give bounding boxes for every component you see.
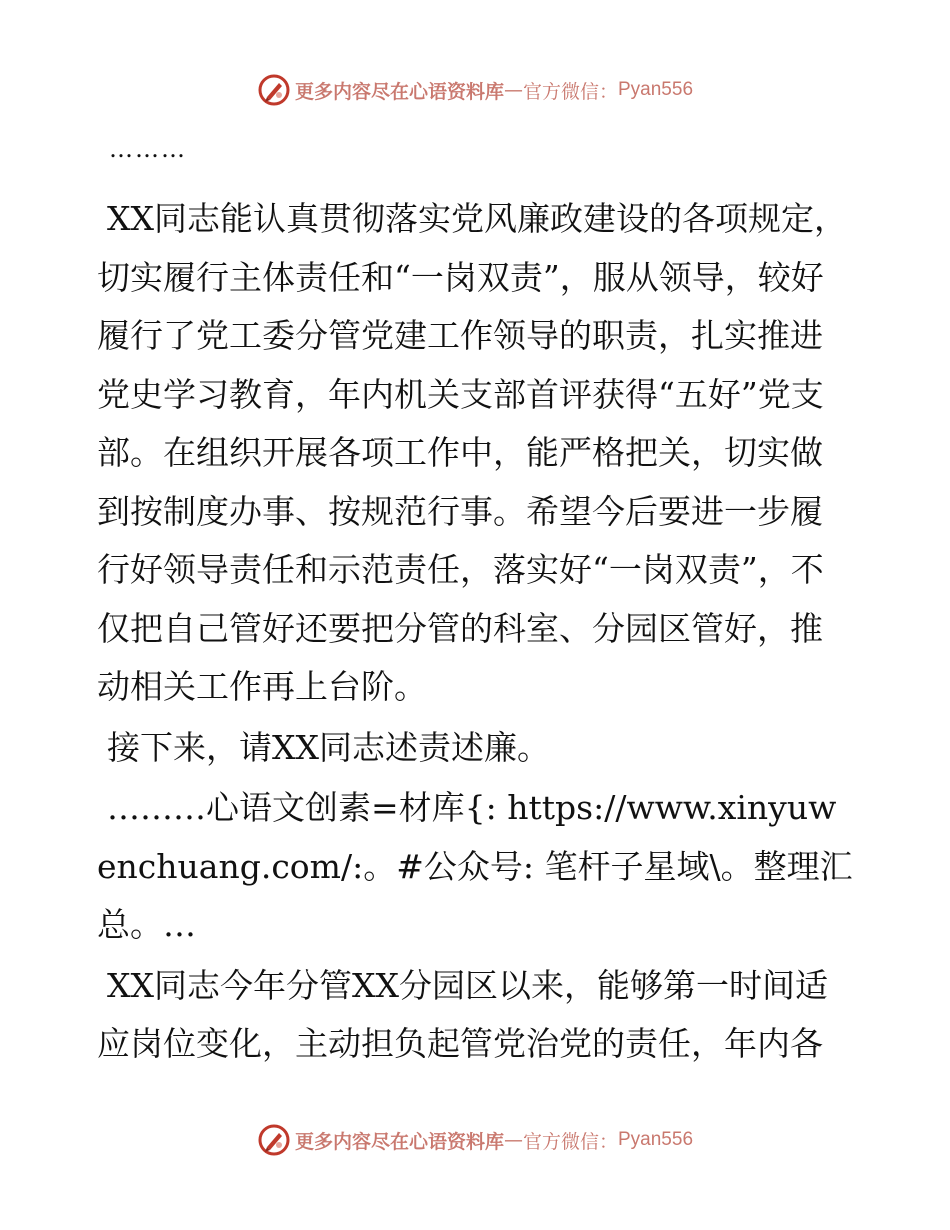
paragraph-2: 接下来，请XX同志述责述廉。: [107, 727, 550, 767]
banner-wechat-label: 官方微信：: [522, 1130, 618, 1153]
banner-wechat-id: Pyan556: [618, 79, 694, 100]
pen-logo-icon: [257, 1123, 291, 1157]
banner-wechat-id: Pyan556: [618, 1129, 694, 1150]
paragraph-3: ………心语文创素=材库{: https://www.xinyuwenchuang.com/:。#公众号: 笔杆子星域\。整理汇总。…: [97, 788, 853, 944]
paragraph-1: XX同志能认真贯彻落实党风廉政建设的各项规定，切实履行主体责任和“一岗双责”，服从领导，较好履行了党工委分管党建工作领导的职责，扎实推进党史学习教育，年内机关支部首评获得“五好”党支部。在组织开展各项工作中，能严格把关，切实做到按制度办事、按规范行事。希望今后要进一步履行好领导责任和示范责任，落实好“一岗双责”，不仅把自己管好还要把分管的科室、分园区管好，推动相关工作再上台阶。: [97, 199, 847, 706]
header-banner: [0, 70, 950, 110]
paragraph-4: XX同志今年分管XX分园区以来，能够第一时间适应岗位变化，主动担负起管党治党的责任，年内各: [97, 965, 828, 1063]
banner-separator: —: [503, 79, 523, 101]
banner-separator: —: [503, 1129, 523, 1151]
document-body: [97, 128, 853, 1074]
leading-ellipsis: ………: [109, 135, 187, 163]
banner-wechat-label: 官方微信：: [522, 80, 618, 103]
footer-banner: [0, 1120, 950, 1160]
banner-title: 更多内容尽在心语资料库: [294, 80, 504, 103]
banner-title: 更多内容尽在心语资料库: [294, 1130, 504, 1153]
pen-logo-icon: [257, 73, 291, 107]
